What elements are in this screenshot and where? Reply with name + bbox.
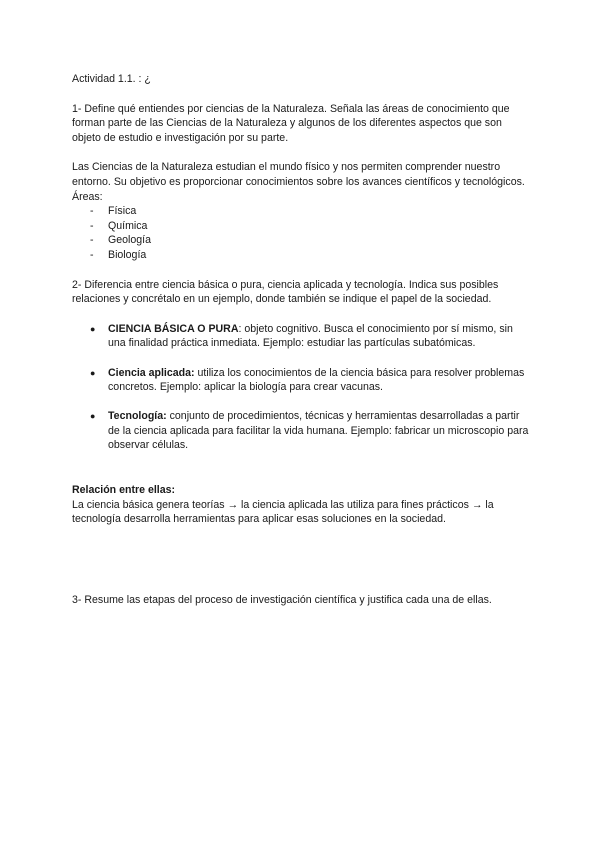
- areas-label: Áreas:: [72, 190, 103, 203]
- definition-applied-science: utiliza los conocimientos de la ciencia básica para resolver problemas concretos. Ejemplo: aplicar la biología para crear vacunas.: [108, 366, 525, 394]
- list-item-applied-science: [72, 366, 532, 395]
- relation-heading: Relación entre ellas:: [72, 484, 176, 497]
- definition-technology: conjunto de procedimientos, técnicas y herramientas desarrolladas a partir de la ciencia aplicada para facilitar la vida humana. Ejemplo: fabricar un microscopio para observar células.: [108, 410, 529, 452]
- science-types-list: [72, 322, 532, 453]
- list-item-technology: [72, 409, 532, 453]
- areas-list: [72, 204, 532, 262]
- relation-text: La ciencia básica genera teorías → la ciencia aplicada las utiliza para fines prácticos → la tecnología desarrolla herramientas para aplicar esas soluciones en la sociedad.: [72, 498, 494, 526]
- bullet-icon: ●: [90, 367, 96, 378]
- area-item: - Geología: [72, 233, 532, 248]
- term-basic-science: CIENCIA BÁSICA O PURA: [108, 322, 239, 335]
- question-2: 2- Diferencia entre ciencia básica o pura, ciencia aplicada y tecnología. Indica sus posibles relaciones y concrétalo en un ejemplo, donde también se indique el papel de la sociedad.: [72, 278, 499, 306]
- answer-1: Las Ciencias de la Naturaleza estudian el mundo físico y nos permiten comprender nuestro entorno. Su objetivo es proporcionar conocimientos sobre los avances científicos y tecnológicos.: [72, 161, 525, 188]
- term-applied-science: Ciencia aplicada:: [108, 366, 195, 379]
- definition-basic-science: : objeto cognitivo. Busca el conocimiento por sí mismo, sin una finalidad práctica inmediata. Ejemplo: estudiar las partículas subatómicas.: [108, 322, 513, 350]
- bullet-icon: ●: [90, 323, 96, 334]
- area-item: - Química: [72, 219, 532, 234]
- list-item-basic-science: [72, 322, 532, 351]
- area-item: - Física: [72, 204, 532, 219]
- activity-title: Actividad 1.1. : ¿: [72, 73, 151, 85]
- bullet-icon: ●: [90, 411, 96, 422]
- question-3: 3- Resume las etapas del proceso de investigación científica y justifica cada una de ellas.: [72, 593, 492, 606]
- area-item: - Biología: [72, 248, 532, 263]
- question-1: 1- Define qué entiendes por ciencias de la Naturaleza. Señala las áreas de conocimiento que forman parte de las Ciencias de la Naturaleza y algunos de los diferentes aspectos que son objeto de estudio e investigación por su parte.: [72, 102, 510, 144]
- document-page: [72, 72, 532, 607]
- term-technology: Tecnología:: [108, 410, 167, 423]
